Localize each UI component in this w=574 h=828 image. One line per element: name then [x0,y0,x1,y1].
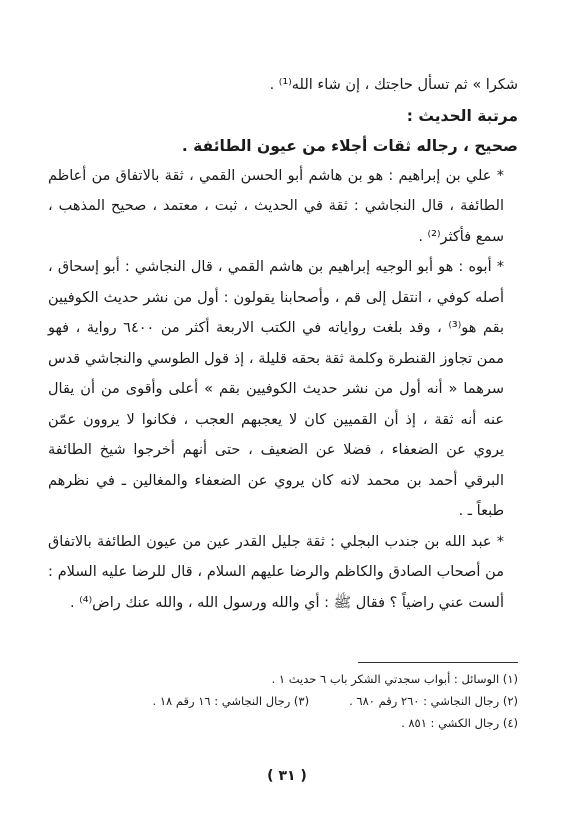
footnote-divider [358,662,518,663]
verdict-line: صحيح ، رجاله ثقات أجلاء من عيون الطائفة . [181,136,518,155]
footnote-row [58,690,518,712]
paragraph-abdullah-ibn-jundab: * عبد الله بن جندب البجلي : ثقة جليل القدر عين من عيون الطائفة بالاتفاق من أصحاب الصادق والكاظم والرضا عليهم السلام ، قال للرضا عليه السلام : ألست عني راضياً ؟ فقال ﷺ : أي والله ورسول الله ، والله عنك راض⁽⁴⁾ . [48,533,504,611]
page-number: ( ٣١ ) [267,768,307,784]
footnotes [58,668,518,734]
page-body [48,70,518,618]
text-line: شكرا » ثم تسأل حاجتك ، إن شاء الله⁽¹⁾ . [269,77,518,93]
paragraph-father: * أبوه : هو أبو الوجيه إبراهيم بن هاشم القمي ، قال النجاشي : أبو إسحاق ، أصله كوفي ، انتقل إلى قم ، وأصحابنا يقولون : أول من نشر حديث الكوفيين بقم هو⁽³⁾ ، وقد بلغت رواياته في الكتب الاربعة أكثر من ٦٤٠٠ رواية ، فهو ممن تجاوز القنطرة وكلمة ثقة بحقه قليلة ، إذ قول الطوسي والنجاشي قدس سرهما « أنه أول من نشر حديث الكوفيين بقم » أعلى وأقوى من أن يقال عنه أنه ثقة ، إذ أن القميين كان لا يعجبهم العجب ، فكانوا لا يروون عمّن يروي عن الضعفاء ، فضلا عن الضعيف ، حتى أنهم أخرجوا شيخ الطائفة البرقي أحمد بن محمد لانه كان يروي عن الضعفاء والمغالين ـ في نظرهم طبعاً ـ . [48,259,504,519]
paragraph-ali-ibn-ibrahim: * علي بن إبراهيم : هو بن هاشم أبو الحسن القمي ، ثقة بالاتفاق من أعاظم الطائفة ، قال النجاشي : ثقة في الحديث ، ثبت ، معتمد ، صحيح المذهب ، سمع فأكثر⁽²⁾ . [48,167,504,245]
footnote-1: (١) الوسائل : أبواب سجدتي الشكر باب ٦ حديث ١ . [271,672,518,686]
footnote-3: (٣) رجال النجاشي : ١٦ رقم ١٨ . [152,694,310,708]
footnote-2: (٢) رجال النجاشي : ٢٦٠ رقم ٦٨٠ . [349,694,518,708]
footnote-4: (٤) رجال الكشي : ٨٥١ . [401,716,518,730]
section-heading: مرتبة الحديث : [406,106,518,125]
